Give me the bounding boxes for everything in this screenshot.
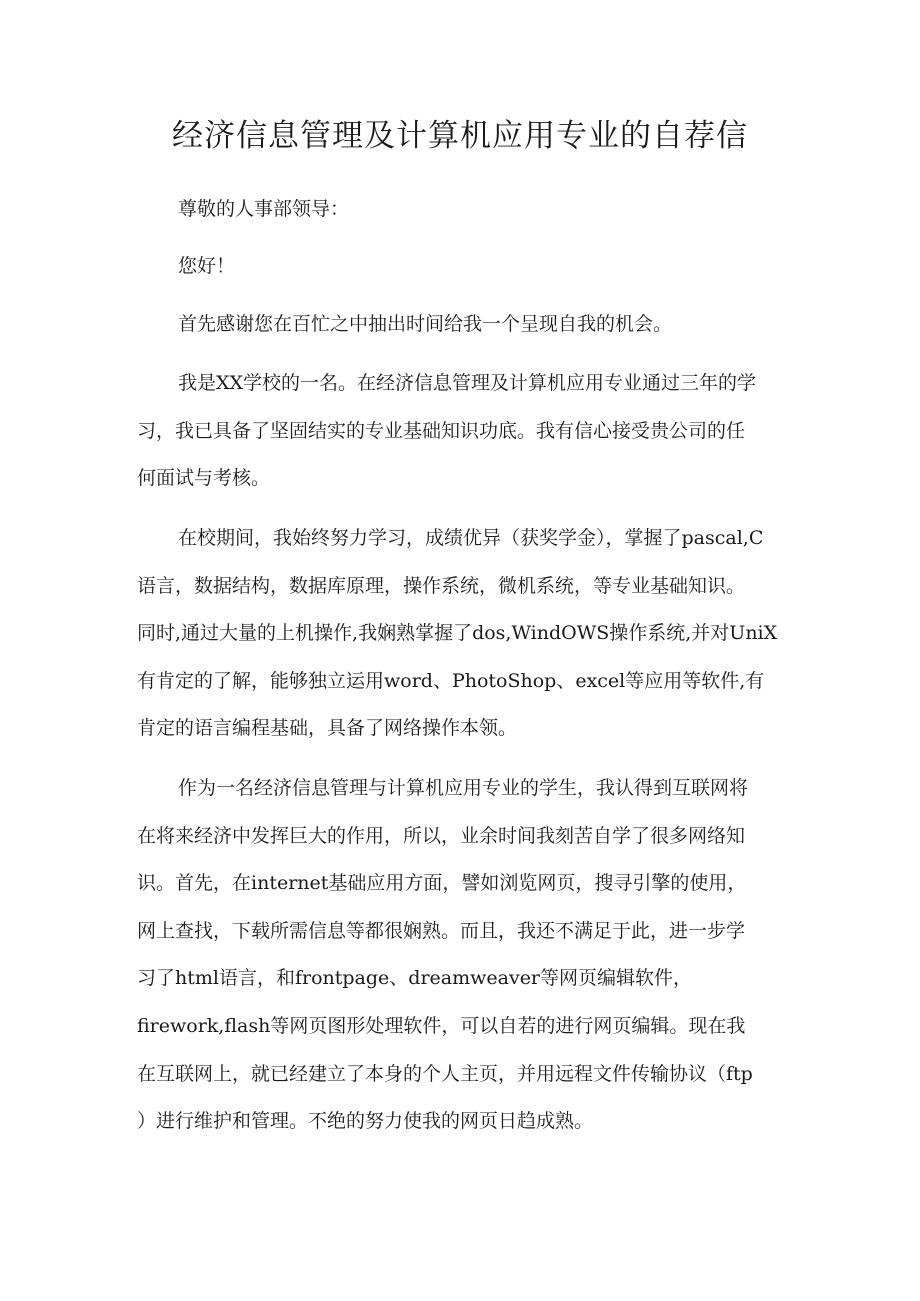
paragraph-line: 习了html语言，和frontpage、dreamweaver等网页编辑软件， xyxy=(137,967,693,990)
paragraph-line: 作为一名经济信息管理与计算机应用专业的学生，我认得到互联网将 xyxy=(178,777,749,799)
thanks-paragraph: 首先感谢您在百忙之中抽出时间给我一个呈现自我的机会。 xyxy=(178,313,673,335)
paragraph-line: 何面试与考核。 xyxy=(137,467,271,490)
paragraph-line: 我是XX学校的一名。在经济信息管理及计算机应用专业通过三年的学 xyxy=(178,372,757,394)
paragraph-line: 习，我已具备了坚固结实的专业基础知识功底。我有信心接受贵公司的任 xyxy=(137,419,746,442)
paragraph-line: 在互联网上，就已经建立了本身的个人主页，并用远程文件传输协议（ftp xyxy=(137,1062,753,1085)
paragraph-line: 识。首先，在internet基础应用方面，譬如浏览网页，搜寻引擎的使用， xyxy=(137,872,747,895)
internet-paragraph xyxy=(137,765,789,1146)
paragraph-line: ）进行维护和管理。不绝的努力使我的网页日趋成熟。 xyxy=(137,1110,594,1133)
paragraph-line: firework,flash等网页图形处理软件，可以自若的进行网页编辑。现在我 xyxy=(137,1014,746,1037)
paragraph-line: 在校期间，我始终努力学习，成绩优异（获奖学金），掌握了pascal,C xyxy=(178,527,764,549)
paragraph-line: 在将来经济中发挥巨大的作用，所以，业余时间我刻苦自学了很多网络知 xyxy=(137,824,746,847)
paragraph-line: 语言，数据结构，数据库原理，操作系统，微机系统，等专业基础知识。 xyxy=(137,574,746,597)
document-title: 经济信息管理及计算机应用专业的自荐信 xyxy=(172,118,748,154)
greeting: 您好！ xyxy=(178,255,236,277)
paragraph-line: 同时,通过大量的上机操作,我娴熟掌握了dos,WindOWS操作系统,并对UniX xyxy=(137,622,778,645)
paragraph-line: 有肯定的了解，能够独立运用word、PhotoShop、excel等应用等软件,有 xyxy=(137,669,765,692)
paragraph-line: 网上查找，下载所需信息等都很娴熟。而且，我还不满足于此，进一步学 xyxy=(137,919,746,942)
school-paragraph xyxy=(137,515,789,753)
paragraph-line: 肯定的语言编程基础，具备了网络操作本领。 xyxy=(137,717,518,740)
intro-paragraph xyxy=(137,360,789,503)
salutation: 尊敬的人事部领导： xyxy=(178,198,350,220)
